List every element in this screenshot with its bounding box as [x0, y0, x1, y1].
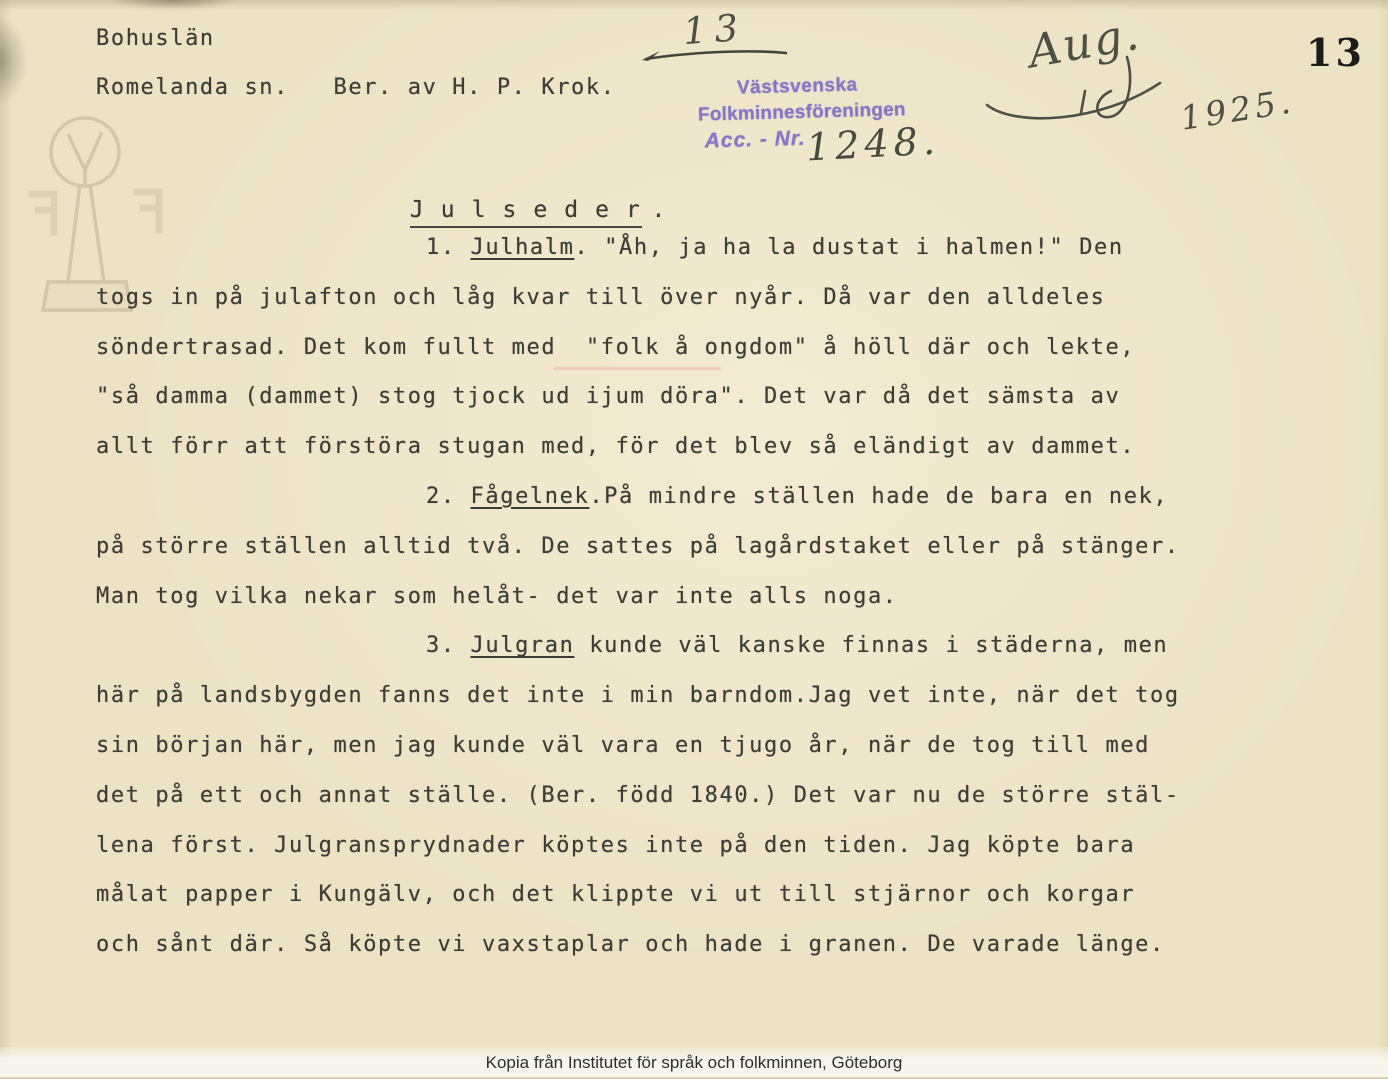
typewritten-line: och sånt där. Så köpte vi vaxstaplar och hade i granen. De varade länge. [96, 932, 1165, 958]
typewritten-line: på större ställen alltid två. De sattes på lagårdstaket eller på stänger. [96, 533, 1180, 559]
underlined-keyword: Julgran [470, 633, 575, 659]
typewritten-line: målat papper i Kungälv, och det klippte vi ut till stjärnor och korgar [96, 882, 1136, 908]
scan-smudge [0, 18, 28, 104]
handwritten-month: Aug. [1024, 6, 1145, 79]
line-number-prefix: 2. [426, 483, 471, 509]
printed-page-number: 13 [1306, 30, 1365, 75]
underlined-keyword: Fågelnek [470, 483, 590, 509]
province-label: Bohuslän [96, 26, 215, 51]
typewritten-line: togs in på julafton och låg kvar till över nyår. Då var den alldeles [96, 284, 1106, 310]
handwritten-page-number: 13 [681, 5, 748, 54]
underlined-keyword: Julhalm [470, 235, 575, 260]
scan-smudge [108, 0, 238, 10]
line-text: .På mindre ställen hade de bara en nek, [589, 483, 1169, 509]
handwritten-underline-icon [634, 40, 794, 70]
typewritten-line [96, 621, 1226, 671]
stamp-line-2: Folkminnesföreningen [697, 99, 906, 126]
line-number-prefix: 1. [426, 235, 471, 260]
typewritten-line: "så damma (dammet) stog tjock ud ijum döra". Det var då det sämsta av [96, 384, 1121, 410]
typewritten-line: det på ett och annat ställe. (Ber. född 1840.) Det var nu de större stäl- [96, 782, 1180, 808]
archive-copy-footer: Kopia från Institutet för språk och folkminnen, Göteborg [0, 1047, 1388, 1077]
handwritten-year: 1925. [1177, 81, 1297, 138]
typewritten-line: allt förr att förstöra stugan med, för det blev så eländigt av dammet. [96, 434, 1136, 460]
document-title-text: J u l s e d e r [410, 197, 642, 228]
body-lines [96, 223, 1226, 970]
typewritten-line: lena först. Julgransprydnader köptes inte på den tiden. Jag köpte bara [96, 832, 1136, 858]
typewritten-line: sin början här, men jag kunde väl vara en tjugo år, när de tog till med [96, 732, 1151, 758]
signature-flourish-icon [975, 55, 1200, 135]
typewritten-line: här på landsbygden fanns det inte i min barndom.Jag vet inte, när det tog [96, 683, 1180, 709]
stamp-line-3: Acc. - Nr. [704, 126, 806, 153]
typewritten-line: Man tog vilka nekar som helåt- det var inte alls noga. [96, 583, 898, 609]
typewritten-line [96, 223, 1226, 273]
line-number-prefix: 3. [426, 633, 471, 659]
line-text: kunde väl kanske finnas i städerna, men [574, 633, 1169, 659]
faint-pencil-mark [553, 367, 721, 370]
line-text: . "Åh, ja ha la dustat i halmen!" Den [574, 235, 1124, 260]
stamp-line-1: Västsvenska [736, 74, 858, 99]
handwritten-accession-number: 1248. [804, 118, 941, 170]
typewritten-line: söndertrasad. Det kom fullt med "folk å ongdom" å höll där och lekte, [96, 334, 1136, 360]
document-title-period: . [651, 197, 667, 223]
typewritten-line [96, 472, 1226, 522]
parish-and-reporter-line: Romelanda sn. Ber. av H. P. Krok. [96, 75, 616, 100]
